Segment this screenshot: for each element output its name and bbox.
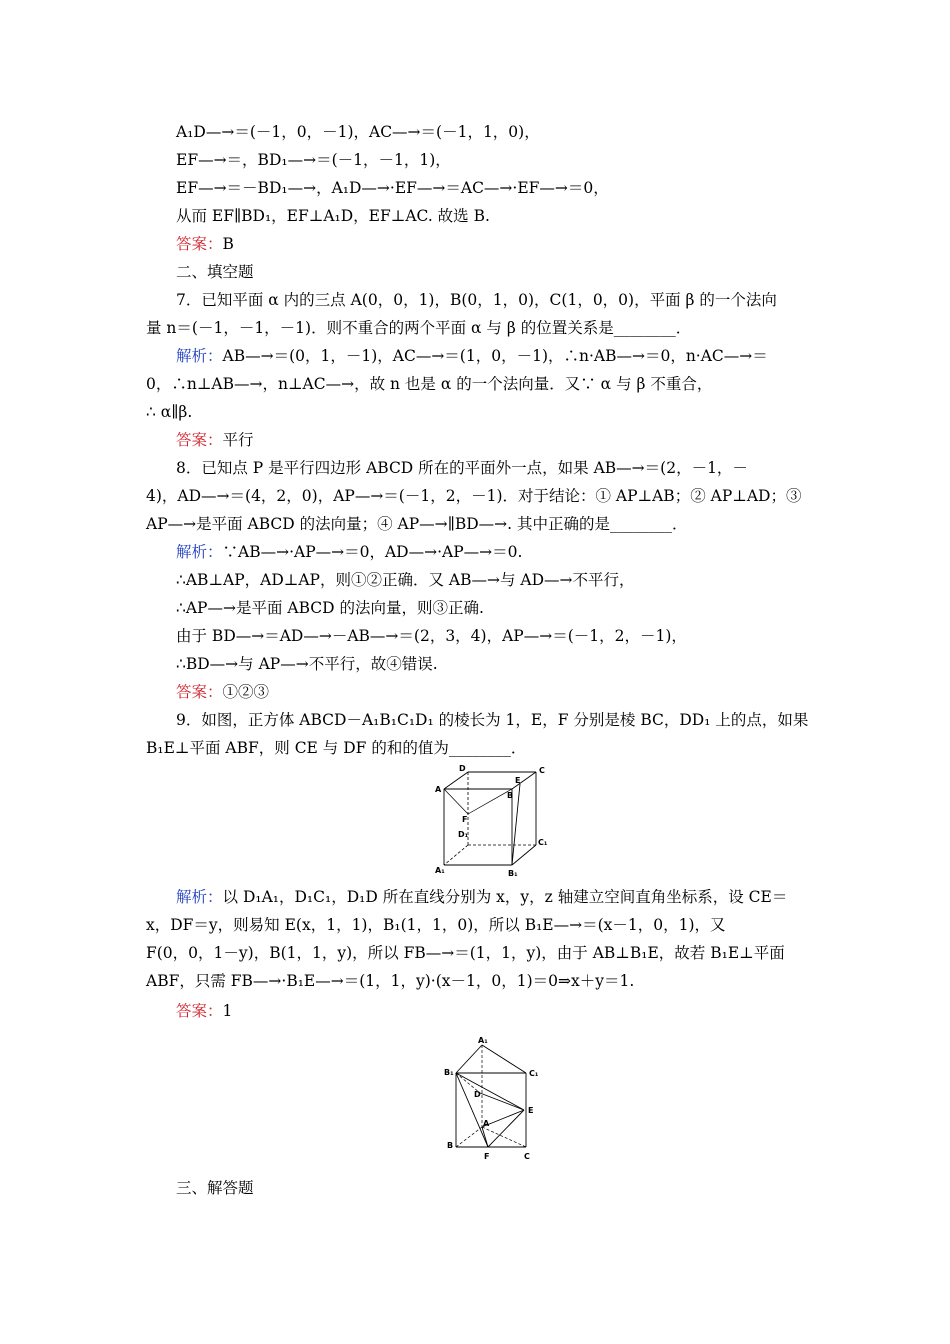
section-heading: 三、解答题 <box>176 1179 254 1197</box>
figure1-label: D <box>459 765 466 773</box>
question-line: 7．已知平面 α 内的三点 A(0，0，1)，B(0，1，0)，C(1，0，0)，平面 β 的一个法向 <box>176 291 777 309</box>
question-line: 9．如图，正方体 ABCD－A₁B₁C₁D₁ 的棱长为 1，E，F 分别是棱 BC，DD₁ 上的点，如果 <box>176 711 809 729</box>
cube-figure <box>425 765 555 879</box>
answer-label: 答案： <box>176 1002 223 1020</box>
analysis-line: F(0，0，1－y)，B(1，1，y)，所以 FB—→＝(1，1，y)，由于 AB⊥B₁E，故若 B₁E⊥平面 <box>146 944 785 962</box>
prism-figure <box>440 1035 550 1165</box>
figure1-label: C <box>539 766 545 775</box>
analysis-line: ∴AB⊥AP，AD⊥AP，则①②正确．又 AB—→与 AD—→不平行， <box>176 571 635 589</box>
figure2-label: A₁ <box>478 1036 488 1045</box>
question-line: 4)，AD—→＝(4，2，0)，AP—→＝(－1，2，－1)．对于结论：① AP⊥AB；② AP⊥AD；③ <box>146 487 802 505</box>
figure1-label: E <box>515 776 521 785</box>
figure1-label: F <box>462 815 468 824</box>
figure2-label: B₁ <box>444 1068 454 1077</box>
section-heading: 二、填空题 <box>176 263 254 281</box>
figure2-label: A <box>483 1119 490 1128</box>
answer-value: 平行 <box>222 431 254 449</box>
solution-line: EF—→＝－BD₁—→，A₁D—→·EF—→＝AC—→·EF—→＝0， <box>176 179 609 197</box>
analysis-label: 解析： <box>176 543 223 561</box>
solution-line: EF—→＝，BD₁—→＝(－1，－1，1)， <box>176 151 451 169</box>
analysis-text: 以 D₁A₁，D₁C₁，D₁D 所在直线分别为 x，y，z 轴建立空间直角坐标系，设 CE＝ <box>222 888 788 906</box>
figure1-label: A₁ <box>435 866 445 875</box>
analysis-line: x，DF＝y，则易知 E(x，1，1)，B₁(1，1，0)，所以 B₁E—→＝(x－1，0，1)，又 <box>146 916 726 934</box>
analysis-text: ∵AB—→·AP—→＝0，AD—→·AP—→＝0. <box>222 543 523 561</box>
analysis-text: AB—→＝(0，1，－1)，AC—→＝(1，0，－1)，∴n·AB—→＝0，n·AC—→＝ <box>222 347 768 365</box>
figure2-label: C <box>524 1152 530 1161</box>
answer-value: ①②③ <box>222 683 270 701</box>
answer-line <box>176 429 811 451</box>
analysis-line <box>176 541 811 563</box>
figure1-label: B₁ <box>508 869 518 878</box>
analysis-line: 0，∴n⊥AB—→，n⊥AC—→，故 n 也是 α 的一个法向量．又∵ α 与 β 不重合， <box>146 375 713 393</box>
analysis-line: ∴ α∥β. <box>146 403 193 421</box>
answer-value: 1 <box>222 1002 233 1020</box>
answer-line <box>176 681 811 703</box>
solution-line: 从而 EF∥BD₁，EF⊥A₁D，EF⊥AC. 故选 B. <box>176 207 490 225</box>
analysis-line <box>176 886 811 908</box>
analysis-line <box>176 345 811 367</box>
figure1-label: D₁ <box>458 830 469 839</box>
figure1-label: A <box>435 785 442 794</box>
answer-value: B <box>222 235 234 253</box>
analysis-line: ABF，只需 FB—→·B₁E—→＝(1，1，y)·(x－1，0，1)＝0⇒x＋y＝1. <box>146 972 635 990</box>
analysis-line: ∴BD—→与 AP—→不平行，故④错误. <box>176 655 438 673</box>
solution-line: A₁D—→＝(－1，0，－1)，AC—→＝(－1，1，0)， <box>176 123 540 141</box>
question-line: AP—→是平面 ABCD 的法向量；④ AP—→∥BD—→. 其中正确的是________． <box>146 515 688 533</box>
question-line: 量 n＝(－1，－1，－1)．则不重合的两个平面 α 与 β 的位置关系是________． <box>146 319 692 337</box>
figure2-label: B <box>447 1141 454 1150</box>
answer-line <box>176 1000 811 1022</box>
analysis-label: 解析： <box>176 888 223 906</box>
question-line: 8．已知点 P 是平行四边形 ABCD 所在的平面外一点，如果 AB—→＝(2，－1，－ <box>176 459 748 477</box>
analysis-line: ∴AP—→是平面 ABCD 的法向量，则③正确. <box>176 599 484 617</box>
question-line: B₁E⊥平面 ABF，则 CE 与 DF 的和的值为________． <box>146 739 527 757</box>
answer-label: 答案： <box>176 683 223 701</box>
analysis-line: 由于 BD—→＝AD—→－AB—→＝(2，3，4)，AP—→＝(－1，2，－1)， <box>176 627 687 645</box>
answer-label: 答案： <box>176 235 223 253</box>
figure2-label: E <box>528 1106 534 1115</box>
analysis-label: 解析： <box>176 347 223 365</box>
answer-line <box>176 233 811 255</box>
figure1-label: B <box>507 791 514 800</box>
figure1-label: C₁ <box>538 838 548 847</box>
figure2-label: D <box>474 1090 481 1099</box>
answer-label: 答案： <box>176 431 223 449</box>
figure2-label: F <box>484 1152 490 1161</box>
figure2-label: C₁ <box>529 1069 539 1078</box>
